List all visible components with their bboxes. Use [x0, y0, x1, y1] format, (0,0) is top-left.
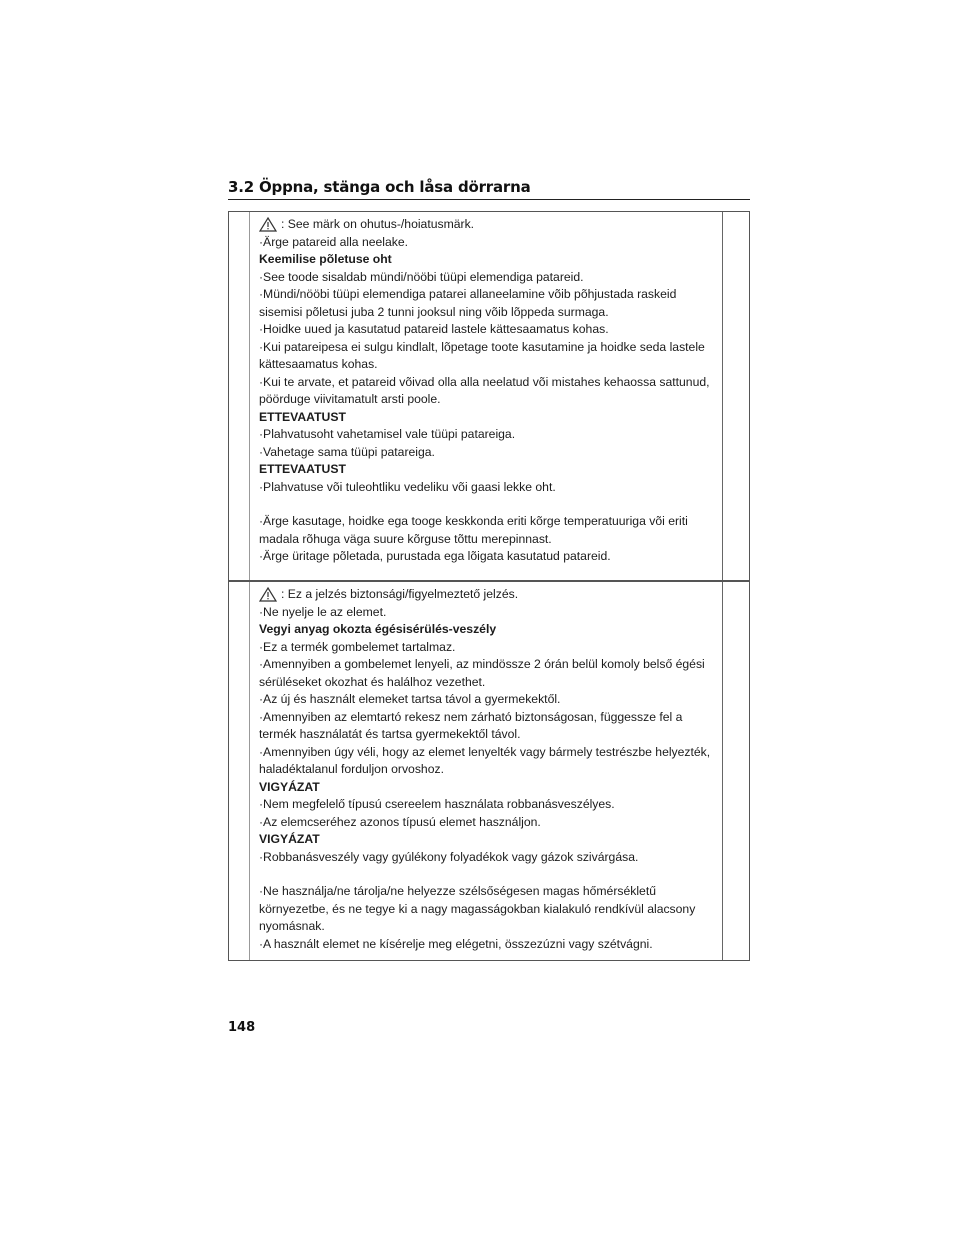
hungarian-content	[259, 586, 719, 953]
estonian-content	[259, 216, 719, 566]
text-line: ·Kui patareipesa ei sulgu kindlalt, lõpetage toote kasutamine ja hoidke seda lastele kättesaamatus kohas.	[259, 339, 705, 371]
text-line: ·Vahetage sama tüüpi patareiga.	[259, 444, 435, 459]
text-line: ·Nem megfelelő típusú csereelem használata robbanásveszélyes.	[259, 797, 615, 811]
text-line: ·Ärge patareid alla neelake.	[259, 234, 409, 249]
warning-symbol-line	[259, 216, 719, 234]
spacer	[259, 496, 719, 513]
section-heading: VIGYÁZAT	[259, 779, 320, 794]
warning-triangle-icon	[259, 587, 277, 602]
text-line: ·Hoidke uued ja kasutatud patareid lastele kättesaamatus kohas.	[259, 322, 609, 336]
warning-triangle-icon	[259, 217, 277, 232]
box-left-rule	[249, 582, 250, 960]
text-line: ·Plahvatusoht vahetamisel vale tüüpi patareiga.	[259, 427, 516, 441]
hungarian-warning-box	[228, 581, 750, 961]
text-line: ·Az elemcseréhez azonos típusú elemet használjon.	[259, 814, 541, 829]
box-right-rule	[722, 212, 723, 581]
section-header	[228, 178, 750, 200]
text-line: ·Amennyiben úgy véli, hogy az elemet lenyelték vagy bármely testrészbe helyezték, haladéktalanul forduljon orvoshoz.	[259, 744, 711, 776]
estonian-warning-box	[228, 211, 750, 581]
text-line: ·Az új és használt elemeket tartsa távol a gyermekektől.	[259, 692, 561, 706]
section-heading: VIGYÁZAT	[259, 832, 320, 846]
warning-symbol-text: : Ez a jelzés biztonsági/figyelmeztető jelzés.	[281, 587, 519, 601]
warning-symbol-text: : See märk on ohutus-/hoiatusmärk.	[281, 217, 475, 231]
text-line: ·Kui te arvate, et patareid võivad olla alla neelatud või mistahes kehaossa sattunud, pöörduge viivitamatult arsti poole.	[259, 374, 710, 406]
warning-symbol-line	[259, 586, 719, 604]
section-heading: ETTEVAATUST	[259, 462, 346, 476]
section-heading: Vegyi anyag okozta égésisérülés-veszély	[259, 622, 497, 636]
text-line: ·A használt elemet ne kísérelje meg elégetni, összezúzni vagy szétvágni.	[259, 936, 653, 951]
text-line: ·Amennyiben a gombelemet lenyeli, az mindössze 2 órán belül komoly belső égési sérüléseket okozhat és halálhoz vezethet.	[259, 657, 705, 689]
text-line: ·See toode sisaldab mündi/nööbi tüüpi elemendiga patareid.	[259, 269, 584, 284]
text-line: ·Robbanásveszély vagy gyúlékony folyadékok vagy gázok szivárgása.	[259, 849, 639, 864]
text-line: ·Mündi/nööbi tüüpi elemendiga patarei allaneelamine võib põhjustada raskeid sisemisi põletusi juba 2 tunni jooksul ning võib lõppeda surmaga.	[259, 287, 677, 319]
text-line: ·Amennyiben az elemtartó rekesz nem zárható biztonságosan, függessze fel a termék használatát és tartsa gyermekektől távol.	[259, 709, 683, 741]
page-number: 148	[228, 1020, 256, 1035]
text-line: ·Plahvatuse või tuleohtliku vedeliku või gaasi lekke oht.	[259, 479, 556, 494]
text-line: ·Ärge üritage põletada, purustada ega lõigata kasutatud patareid.	[259, 549, 611, 563]
text-line: ·Ne használja/ne tárolja/ne helyezze szélsőségesen magas hőmérsékletű környezetbe, és ne tegye ki a nagy magasságokban kialakuló rendkívül alacsony nyomásnak.	[259, 884, 696, 933]
text-line: ·Ez a termék gombelemet tartalmaz.	[259, 639, 456, 654]
section-title: 3.2 Öppna, stänga och låsa dörrarna	[228, 178, 531, 196]
text-line: ·Ärge kasutage, hoidke ega tooge keskkonda eriti kõrge temperatuuriga või eriti madala rõhuga väga suure kõrguse tõttu merepinnast.	[259, 514, 688, 546]
box-left-rule	[249, 212, 250, 581]
section-heading: ETTEVAATUST	[259, 409, 346, 424]
spacer	[259, 866, 719, 883]
box-right-rule	[722, 582, 723, 960]
text-line: ·Ne nyelje le az elemet.	[259, 604, 387, 619]
section-heading: Keemilise põletuse oht	[259, 252, 392, 266]
